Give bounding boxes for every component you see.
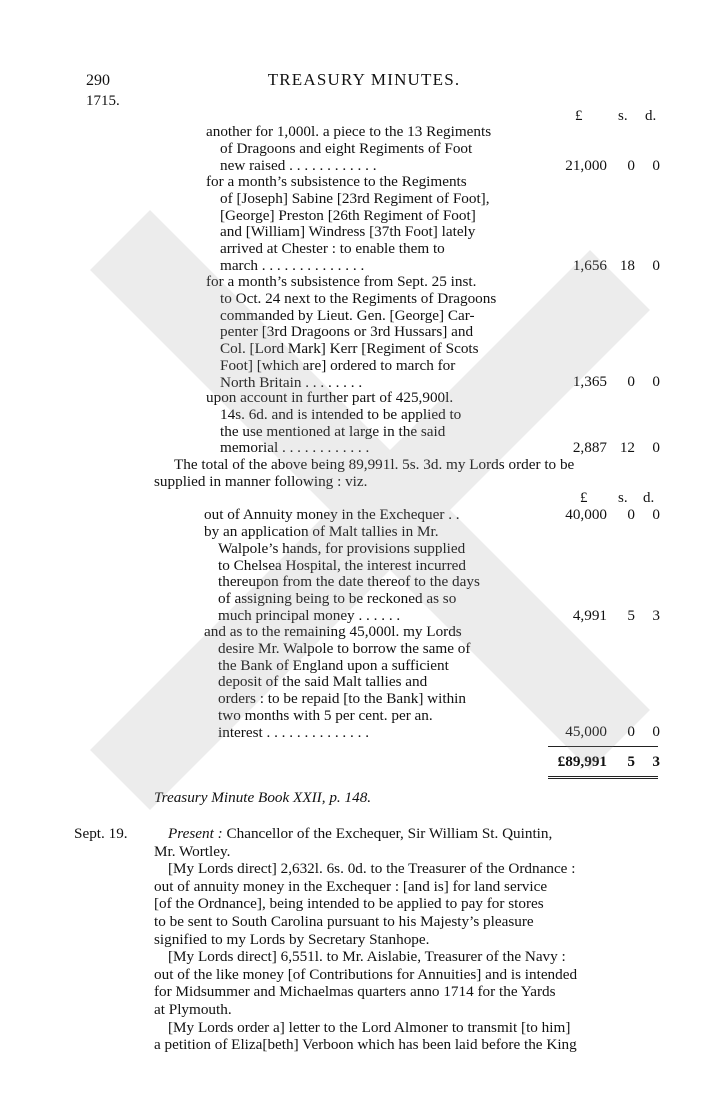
- list-item: [206, 174, 536, 275]
- minute-body: [154, 826, 659, 1055]
- list-item: [206, 274, 536, 392]
- amount-shillings: 0: [627, 157, 635, 174]
- item-line: Col. [Lord Mark] Kerr [Regiment of Scots: [220, 340, 479, 358]
- amount-pounds: 1,656: [572, 257, 607, 274]
- item-line: two months with 5 per cent. per an.: [218, 706, 433, 724]
- paragraph-line: supplied in manner following : viz.: [154, 472, 368, 490]
- grand-total-pounds: £89,991: [557, 753, 607, 770]
- amount-pence: 3: [652, 607, 660, 624]
- amount-pounds: 4,991: [572, 607, 607, 624]
- grand-total-shillings: 5: [627, 753, 635, 770]
- amount-shillings: 0: [627, 373, 635, 390]
- paragraph-line: The total of the above being 89,991l. 5s. 3d. my Lords order to be: [174, 456, 575, 473]
- running-head: TREASURY MINUTES.: [267, 70, 461, 89]
- minute-date: Sept. 19.: [74, 825, 128, 842]
- pence-column-header: d.: [645, 108, 657, 124]
- item-line: interest . . . . . . . . . . . . . .: [218, 723, 370, 741]
- item-line: thereupon from the date thereof to the days: [218, 573, 480, 591]
- item-line: by an application of Malt tallies in Mr.: [204, 523, 439, 540]
- item-line: and [William] Windress [37th Foot] lately: [220, 223, 476, 241]
- item-line: North Britain . . . . . . . .: [220, 373, 363, 391]
- minute-line: for Midsummer and Michaelmas quarters anno 1714 for the Yards: [154, 983, 556, 1001]
- amount-shillings: 18: [619, 257, 635, 274]
- list-item: [204, 507, 534, 524]
- amount-pence: 0: [652, 439, 660, 456]
- source-citation: Treasury Minute Book XXII, p. 148.: [154, 789, 372, 806]
- minute-line: out of annuity money in the Exchequer : [and is] for land service: [154, 877, 548, 895]
- minute-line: [My Lords order a] letter to the Lord Almoner to transmit [to him]: [168, 1018, 571, 1036]
- amount-pounds: 21,000: [565, 157, 607, 174]
- item-line: much principal money . . . . . .: [218, 606, 401, 624]
- item-line: [George] Preston [26th Regiment of Foot]: [220, 206, 476, 224]
- amount-shillings: 5: [627, 607, 635, 624]
- total-paragraph: [154, 457, 659, 491]
- item-line: arrived at Chester : to enable them to: [220, 240, 445, 258]
- list-item: [204, 524, 534, 625]
- item-line: of [Joseph] Sabine [23rd Regiment of Foot],: [220, 189, 490, 207]
- list-item: [204, 624, 534, 742]
- amount-pounds: 1,365: [572, 373, 607, 390]
- item-line: penter [3rd Dragoons or 3rd Hussars] and: [220, 323, 474, 341]
- item-line: to Chelsea Hospital, the interest incurred: [218, 556, 466, 574]
- present-label: Present :: [168, 825, 223, 842]
- item-line: commanded by Lieut. Gen. [George] Car-: [220, 306, 475, 324]
- shilling-column-header: s.: [618, 108, 628, 124]
- amount-pence: 0: [652, 157, 660, 174]
- minute-line: Mr. Wortley.: [154, 842, 231, 860]
- minute-line: [My Lords direct] 6,551l. to Mr. Aislabie, Treasurer of the Navy :: [168, 948, 566, 966]
- item-line: march . . . . . . . . . . . . . .: [220, 256, 365, 274]
- item-line: for a month’s subsistence from Sept. 25 inst.: [206, 273, 477, 290]
- minute-line: out of the like money [of Contributions for Annuities] and is intended: [154, 965, 578, 983]
- item-line: orders : to be repaid [to the Bank] within: [218, 690, 466, 708]
- year-marginal: 1715.: [86, 93, 120, 109]
- item-line: upon account in further part of 425,900l.: [206, 389, 454, 406]
- item-line: another for 1,000l. a piece to the 13 Regiments: [206, 123, 492, 140]
- amount-pence: 0: [652, 506, 660, 523]
- item-line: new raised . . . . . . . . . . . .: [220, 156, 377, 174]
- item-line: of Dragoons and eight Regiments of Foot: [220, 139, 473, 157]
- amount-shillings: 0: [627, 723, 635, 740]
- pence-column-header: d.: [643, 490, 655, 506]
- amount-shillings: 12: [619, 439, 635, 456]
- item-line: to Oct. 24 next to the Regiments of Dragoons: [220, 289, 497, 307]
- present-names: Chancellor of the Exchequer, Sir William St. Quintin,: [226, 825, 553, 842]
- item-line: 14s. 6d. and is intended to be applied to: [220, 405, 462, 423]
- grand-total-pence: 3: [652, 753, 660, 770]
- minute-line: [My Lords direct] 2,632l. 6s. 0d. to the Treasurer of the Ordnance :: [168, 860, 576, 878]
- subtotal-rule: [548, 746, 658, 747]
- item-line: out of Annuity money in the Exchequer . .: [204, 506, 460, 523]
- total-double-rule: [548, 776, 658, 779]
- item-line: for a month’s subsistence to the Regiments: [206, 173, 467, 190]
- item-line: deposit of the said Malt tallies and: [218, 673, 428, 691]
- minute-line: at Plymouth.: [154, 1000, 232, 1018]
- item-line: Walpole’s hands, for provisions supplied: [218, 539, 466, 557]
- minute-line: [154, 826, 659, 844]
- amount-pence: 0: [652, 373, 660, 390]
- item-line: Foot] [which are] ordered to march for: [220, 356, 456, 374]
- item-line: and as to the remaining 45,000l. my Lords: [204, 623, 462, 640]
- amount-pounds: 2,887: [572, 439, 607, 456]
- shilling-column-header: s.: [618, 490, 628, 506]
- item-line: desire Mr. Walpole to borrow the same of: [218, 639, 471, 657]
- amount-pence: 0: [652, 723, 660, 740]
- minute-line: signified to my Lords by Secretary Stanhope.: [154, 930, 430, 948]
- item-line: the use mentioned at large in the said: [220, 422, 446, 440]
- list-item: [206, 390, 536, 457]
- page-number: 290: [86, 72, 110, 89]
- amount-pounds: 40,000: [565, 506, 607, 523]
- amount-pence: 0: [652, 257, 660, 274]
- item-line: memorial . . . . . . . . . . . .: [220, 439, 370, 457]
- item-line: the Bank of England upon a sufficient: [218, 656, 449, 674]
- minute-line: [of the Ordnance], being intended to be applied to pay for stores: [154, 895, 544, 913]
- minute-line: a petition of Eliza[beth] Verboon which has been laid before the King: [154, 1036, 577, 1054]
- minute-line: to be sent to South Carolina pursuant to his Majesty’s pleasure: [154, 912, 534, 930]
- pound-column-header: £: [575, 108, 583, 124]
- list-item: [206, 124, 536, 174]
- item-line: of assigning being to be reckoned as so: [218, 590, 457, 608]
- pound-column-header: £: [580, 490, 588, 506]
- amount-shillings: 0: [627, 506, 635, 523]
- amount-pounds: 45,000: [565, 723, 607, 740]
